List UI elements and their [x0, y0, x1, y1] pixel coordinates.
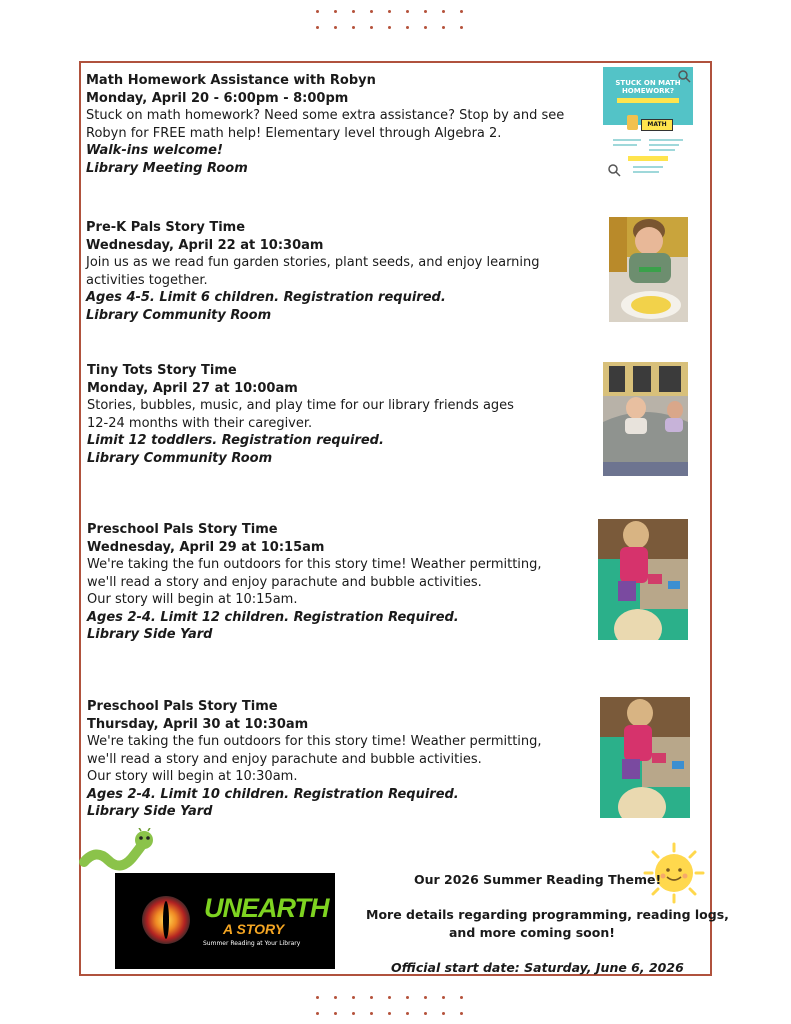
event-note: Limit 12 toddlers. Registration required. [87, 433, 384, 448]
event-note: Walk-ins welcome! [86, 143, 223, 158]
event-preschool-pals-apr30 [87, 698, 542, 821]
event-description: Stories, bubbles, music, and play time for our library friends ages 12-24 months with their caregiver. [87, 398, 514, 431]
flyer-title-line1: STUCK ON MATH [615, 79, 681, 87]
event-title: Math Homework Assistance with Robyn [86, 73, 376, 88]
photo-sensory-play-1 [598, 519, 688, 640]
flyer-badge: MATH [641, 119, 673, 131]
top-dots [0, 8, 791, 38]
event-location: Library Meeting Room [86, 160, 248, 176]
math-flyer-image [603, 67, 693, 183]
event-date: Monday, April 20 - 6:00pm - 8:00pm [86, 90, 349, 106]
flyer-title-line2: HOMEWORK? [621, 87, 675, 95]
event-description: Join us as we read fun garden stories, plant seeds, and enjoy learning activities together. [86, 255, 540, 288]
event-note: Ages 4-5. Limit 6 children. Registration required. [86, 290, 446, 305]
event-date: Wednesday, April 22 at 10:30am [86, 237, 324, 253]
summer-details-line2: and more coming soon! [449, 925, 615, 940]
event-date: Monday, April 27 at 10:00am [87, 380, 298, 396]
sensory-play-illustration [598, 519, 688, 640]
event-tiny-tots [87, 362, 514, 467]
event-math-homework [86, 72, 564, 177]
event-title: Tiny Tots Story Time [87, 363, 237, 378]
event-date: Wednesday, April 29 at 10:15am [87, 539, 325, 555]
summer-details-line1: More details regarding programming, reading logs, [366, 907, 729, 922]
event-description: We're taking the fun outdoors for this story time! Weather permitting, we'll read a story and enjoy parachute and bubble activities. Our story will begin at 10:15am. [87, 557, 542, 607]
flyer-banner [617, 98, 679, 103]
event-title: Preschool Pals Story Time [87, 522, 278, 537]
event-location: Library Community Room [86, 307, 272, 323]
event-title: Preschool Pals Story Time [87, 699, 278, 714]
summer-theme-heading: Our 2026 Summer Reading Theme! [414, 872, 662, 887]
worm-icon [78, 828, 158, 874]
summer-start-date: Official start date: Saturday, June 6, 2026 [391, 960, 684, 975]
magnifier-icon [607, 163, 621, 177]
logo-word-a-story: A STORY [223, 921, 285, 937]
event-description: We're taking the fun outdoors for this story time! Weather permitting, we'll read a story and enjoy parachute and bubble activities. Our story will begin at 10:30am. [87, 734, 542, 784]
photo-toddlers [603, 362, 688, 476]
child-planting-illustration [609, 217, 688, 322]
event-date: Thursday, April 30 at 10:30am [87, 716, 309, 732]
event-location: Library Side Yard [87, 627, 213, 642]
toddlers-illustration [603, 362, 688, 476]
bottom-dots [0, 994, 791, 1024]
logo-word-unearth: UNEARTH [204, 893, 329, 923]
event-description: Stuck on math homework? Need some extra assistance? Stop by and see Robyn for FREE math help! Elementary level through Algebra 2. [86, 108, 565, 141]
event-pre-k-pals [86, 219, 540, 324]
event-title: Pre-K Pals Story Time [86, 220, 246, 235]
event-location: Library Community Room [87, 450, 273, 466]
event-note: Ages 2-4. Limit 10 children. Registration Required. [87, 786, 459, 802]
event-location: Library Side Yard [87, 804, 213, 819]
calculator-icon [627, 115, 638, 130]
event-preschool-pals-apr29 [87, 521, 542, 644]
magnifier-icon [677, 69, 691, 83]
summer-reading-logo [115, 873, 335, 969]
sensory-play-illustration [600, 697, 690, 818]
logo-tagline: Summer Reading at Your Library [203, 940, 301, 947]
flyer-label [628, 156, 668, 161]
event-note: Ages 2-4. Limit 12 children. Registration Required. [87, 609, 459, 625]
photo-sensory-play-2 [600, 697, 690, 818]
photo-child-planting [609, 217, 688, 322]
